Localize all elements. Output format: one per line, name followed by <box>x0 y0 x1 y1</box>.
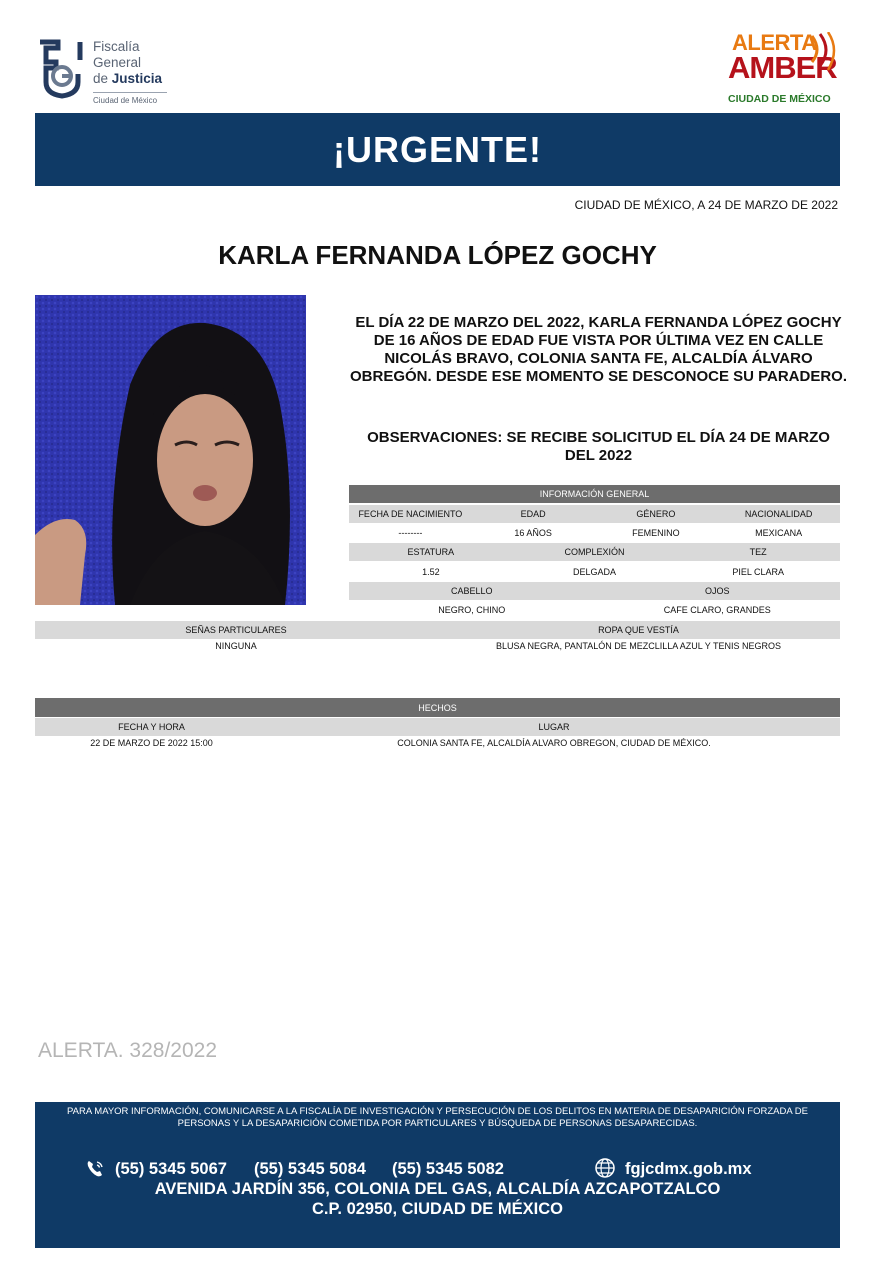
urgent-banner: ¡URGENTE! <box>35 113 840 186</box>
date-line: CIUDAD DE MÉXICO, A 24 DE MARZO DE 2022 <box>574 198 838 212</box>
facts-title-cell: HECHOS <box>418 702 457 713</box>
label-distinguishing-marks: SEÑAS PARTICULARES <box>185 625 287 635</box>
value-birth-date: -------- <box>398 528 423 538</box>
phone-icon <box>85 1159 105 1179</box>
value-clothing: BLUSA NEGRA, PANTALÓN DE MEZCLILLA AZUL Y TENIS NEGROS <box>496 641 781 651</box>
label-birth-date: FECHA DE NACIMIENTO <box>358 509 463 519</box>
label-gender: GÉNERO <box>636 509 676 519</box>
facts-table-title <box>35 698 840 717</box>
fgj-line2: General <box>93 55 142 70</box>
address-line-1: AVENIDA JARDÍN 356, COLONIA DEL GAS, ALCALDÍA AZCAPOTZALCO <box>154 1180 721 1198</box>
value-nationality: MEXICANA <box>755 528 803 538</box>
info-row2-values <box>349 563 840 581</box>
person-name: KARLA FERNANDA LÓPEZ GOCHY <box>218 240 657 270</box>
alert-number: ALERTA. 328/2022 <box>38 1039 218 1062</box>
value-gender: FEMENINO <box>632 528 680 538</box>
contact-row <box>85 1157 825 1181</box>
fgj-subtitle: Ciudad de México <box>93 92 167 105</box>
value-hair: NEGRO, CHINO <box>438 605 506 615</box>
phone-number-3[interactable]: (55) 5345 5082 <box>392 1160 504 1178</box>
value-eyes: CAFE CLARO, GRANDES <box>663 605 771 615</box>
globe-icon <box>594 1157 616 1179</box>
description-text: EL DÍA 22 DE MARZO DEL 2022, KARLA FERNANDA LÓPEZ GOCHY DE 16 AÑOS DE EDAD FUE VISTA POR ÚLTIMA VEZ EN CALLE NICOLÁS BRAVO, COLONIA SANTA FE, ALCALDÍA ÁLVARO OBREGÓN. DESDE ESE MOMENTO SE DESCONOCE SU PARADERO. <box>350 314 848 385</box>
amber-line2: AMBER <box>728 50 837 85</box>
amber-alert-logo <box>726 30 838 110</box>
info-title-cell: INFORMACIÓN GENERAL <box>539 489 650 499</box>
facts-values <box>35 734 840 752</box>
fgj-logo <box>36 34 186 108</box>
phone-number-1[interactable]: (55) 5345 5067 <box>115 1160 227 1178</box>
amber-line3: CIUDAD DE MÉXICO <box>728 93 831 105</box>
label-age: EDAD <box>520 509 546 519</box>
phone-number-2[interactable]: (55) 5345 5084 <box>254 1160 366 1178</box>
label-place: LUGAR <box>538 722 570 732</box>
label-clothing: ROPA QUE VESTÍA <box>598 625 679 635</box>
label-date-time: FECHA Y HORA <box>118 722 185 732</box>
footer <box>35 1102 840 1248</box>
fgj-line3-bold: Justicia <box>111 71 163 86</box>
value-skin: PIEL CLARA <box>732 567 785 577</box>
fgj-logo-icon <box>36 38 88 104</box>
value-build: DELGADA <box>573 567 617 577</box>
fgj-line1: Fiscalía <box>93 39 140 54</box>
amber-wave-icon <box>808 32 838 72</box>
value-distinguishing-marks: NINGUNA <box>215 641 257 651</box>
fgj-name <box>93 39 162 87</box>
fgj-line3 <box>93 71 162 87</box>
label-hair: CABELLO <box>450 586 493 596</box>
value-age: 16 AÑOS <box>514 528 552 538</box>
address-line-2: C.P. 02950, CIUDAD DE MÉXICO <box>312 1200 563 1218</box>
info-row1-labels <box>349 505 840 523</box>
value-place: COLONIA SANTA FE, ALCALDÍA ALVARO OBREGON, CIUDAD DE MÉXICO. <box>397 738 711 748</box>
label-eyes: OJOS <box>704 586 730 596</box>
observations-text: OBSERVACIONES: SE RECIBE SOLICITUD EL DÍA 24 DE MARZO DEL 2022 <box>367 429 830 464</box>
missing-person-photo <box>35 295 306 605</box>
website-link[interactable]: fgjcdmx.gob.mx <box>625 1160 752 1178</box>
info-row2-labels <box>349 543 840 561</box>
amber-line1: ALERTA <box>732 30 817 55</box>
footer-info-text: PARA MAYOR INFORMACIÓN, COMUNICARSE A LA FISCALÍA DE INVESTIGACIÓN Y PERSECUCIÓN DE LOS DELITOS EN MATERIA DE DESAPARICIÓN FORZADA DE PERSONAS Y LA DESAPARICIÓN COMETIDA POR PARTICULARES Y BÚSQUEDA DE PERSONAS DESAPARECIDAS. <box>67 1106 808 1129</box>
label-build: COMPLEXIÓN <box>564 547 625 557</box>
info-row3-labels <box>349 582 840 600</box>
info-row4-values <box>35 637 840 655</box>
label-height: ESTATURA <box>407 547 455 557</box>
fgj-line3-pre: de <box>93 71 112 86</box>
label-nationality: NACIONALIDAD <box>744 509 813 519</box>
photo-illustration <box>35 295 306 605</box>
info-row3-values <box>349 601 840 619</box>
label-skin: TEZ <box>749 547 767 557</box>
value-height: 1.52 <box>422 567 440 577</box>
info-table-title <box>349 485 840 503</box>
value-date-time: 22 DE MARZO DE 2022 15:00 <box>90 738 213 748</box>
info-row1-values <box>349 524 840 542</box>
